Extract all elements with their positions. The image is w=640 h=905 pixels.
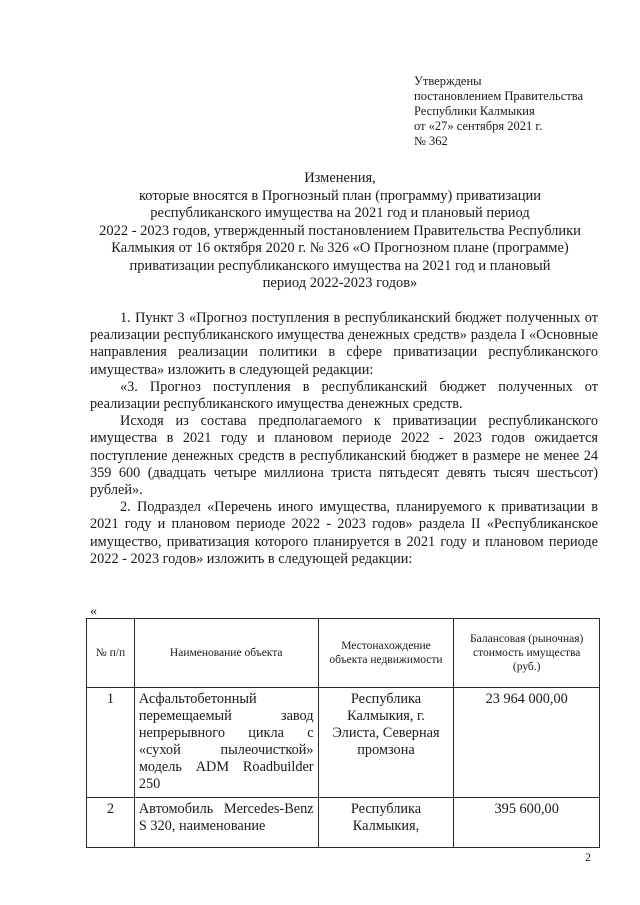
row-name: Автомобиль Mercedes-Benz S 320, наименование bbox=[134, 798, 318, 848]
header-num: № п/п bbox=[87, 619, 135, 688]
row-num: 2 bbox=[87, 798, 135, 848]
approval-number: № 362 bbox=[414, 134, 448, 148]
approval-line: Республики Калмыкия bbox=[414, 104, 535, 118]
row-location: Республика Калмыкия, bbox=[318, 798, 454, 848]
title-line: которые вносятся в Прогнозный план (программу) приватизации bbox=[138, 187, 541, 204]
document-body bbox=[90, 310, 598, 568]
table-row bbox=[87, 798, 600, 848]
document-title bbox=[70, 170, 610, 293]
approval-block bbox=[414, 74, 583, 149]
page-number: 2 bbox=[585, 850, 591, 864]
row-value: 23 964 000,00 bbox=[454, 688, 600, 798]
paragraph-1: 1. Пункт 3 «Прогноз поступления в республиканский бюджет полученных от реализации республиканского имущества денежных средств» раздела I «Основные направления реализации политики в сфере приватизации республиканского имущества» изложить в следующей редакции: bbox=[90, 310, 598, 378]
header-value: Балансовая (рыночная) стоимость имущества (руб.) bbox=[454, 619, 600, 688]
table-header-row bbox=[87, 619, 600, 688]
approval-date: от «27» сентября 2021 г. bbox=[414, 119, 543, 133]
title-line: республиканского имущества на 2021 год и плановый период bbox=[150, 205, 530, 221]
paragraph-4: 2. Подраздел «Перечень иного имущества, планируемого к приватизации в 2021 году и плановом периоде 2022 - 2023 годов» раздела II «Республиканское имущество, приватизация которого планируется в 2021 году и плановом периоде 2022 - 2023 годов» изложить в следующей редакции: bbox=[90, 499, 598, 567]
title-line: 2022 - 2023 годов, утвержденный постановлением Правительства Республики bbox=[99, 222, 581, 239]
paragraph-2: «3. Прогноз поступления в республиканский бюджет полученных от реализации республиканского имущества денежных средств. bbox=[90, 378, 598, 413]
approval-line: Утверждены bbox=[414, 74, 482, 88]
header-location: Местонахождение объекта недвижимости bbox=[318, 619, 454, 688]
row-num: 1 bbox=[87, 688, 135, 798]
approval-line: постановлением Правительства bbox=[414, 89, 584, 103]
title-line: Калмыкия от 16 октября 2020 г. № 326 «О Прогнозном плане (программе) bbox=[111, 240, 569, 256]
row-name: Асфальтобетонный перемещаемый завод непрерывного цикла с «сухой пылеочисткой» модель ADM Roadbuilder 250 bbox=[134, 688, 318, 798]
assets-table bbox=[86, 618, 600, 848]
opening-quote: « bbox=[90, 604, 97, 619]
paragraph-3: Исходя из состава предполагаемого к приватизации республиканского имущества в 2021 году и плановом периоде 2022 - 2023 годов ожидается поступление денежных средств в республиканский бюджет в размере не менее 24 359 600 (двадцать четыре миллиона триста пятьдесят девять тысяч шестьсот) рублей». bbox=[90, 413, 598, 499]
title-line: Изменения, bbox=[304, 170, 376, 186]
header-name: Наименование объекта bbox=[134, 619, 318, 688]
title-line: приватизации республиканского имущества на 2021 год и плановый bbox=[129, 257, 551, 274]
row-location: Республика Калмыкия, г. Элиста, Северная промзона bbox=[318, 688, 454, 798]
row-value: 395 600,00 bbox=[454, 798, 600, 848]
table-row bbox=[87, 688, 600, 798]
title-line: период 2022-2023 годов» bbox=[262, 275, 418, 291]
